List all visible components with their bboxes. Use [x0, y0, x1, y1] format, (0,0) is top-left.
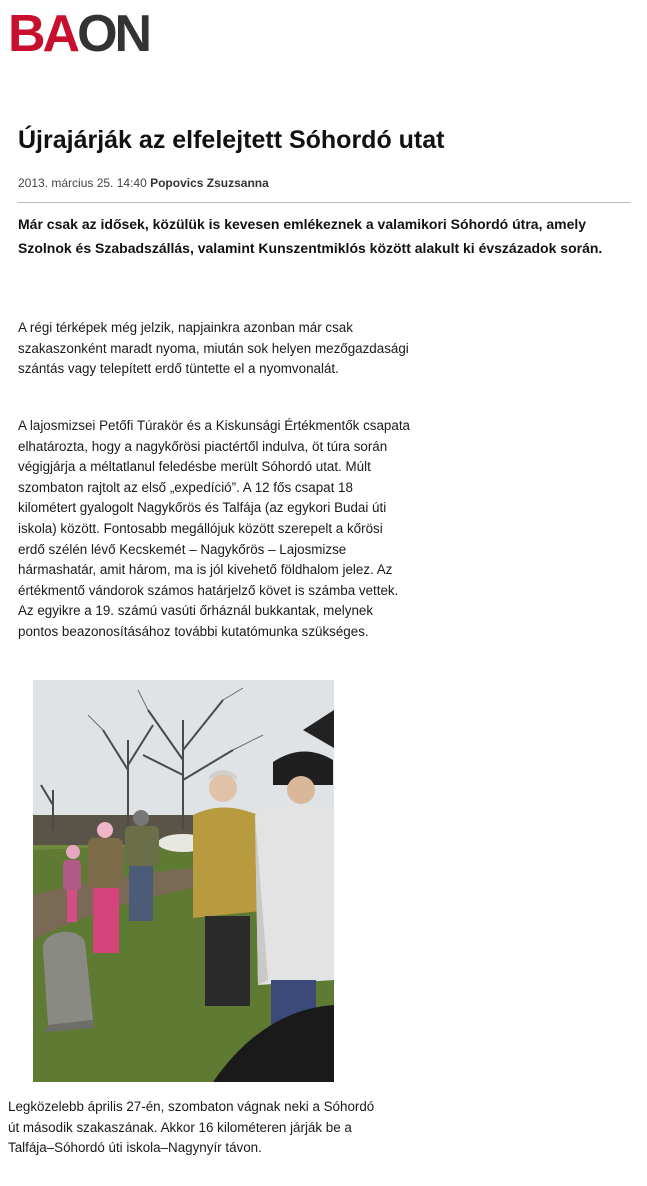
logo-part-on: ON [77, 5, 150, 63]
article-lead: Már csak az idősek, közülük is kevesen emlékeznek a valamikori Sóhordó útra, amely Szolnok és Szabadszállás, valamint Kunszentmiklós között alakult ki évszázadok során. [18, 216, 603, 256]
article-date: 2013. március 25. 14:40 [18, 176, 147, 190]
article-closing-paragraph: Legközelebb április 27-én, szombaton vágnak neki a Sóhordó út második szakaszának. Akkor 16 kilométeren járják be a Talfája–Sóhordó úti iskola–Nagynyír távon. [8, 1099, 375, 1156]
logo-part-ba: BA [8, 5, 78, 63]
article-photo [33, 680, 334, 1082]
article-meta [18, 176, 269, 190]
article-author[interactable]: Popovics Zsuzsanna [150, 176, 269, 190]
article-paragraph-2: A lajosmizsei Petőfi Túrakör és a Kiskunsági Értékmentők csapata elhatározta, hogy a nagykőrösi piactértől indulva, öt túra során végigjárja a méltatlanul feledésbe merült Sóhordó utat. Múlt szombaton rajtolt az első „expedíció”. A 12 fős csapat 18 kilométert gyalogolt Nagykőrös és Talfája (az egykori Budai úti iskola) között. Fontosabb megállójuk között szerepelt a kőrösi erdő szélén lévő Kecskemét – Nagykőrös – Lajosmizse hármashatár, amit három, ma is jól kivehető földhalom jelez. Az értékmentő vándorok számos határjelző követ is számba vettek. Az egyikre a 19. számú vasúti őrháznál bukkantak, melynek pontos beazonosításához további kutatómunka szükséges. [18, 418, 410, 639]
site-logo[interactable] [8, 6, 149, 62]
article-title: Újrajárják az elfelejtett Sóhordó utat [18, 126, 445, 154]
divider [18, 202, 630, 203]
article-paragraph-1: A régi térképek még jelzik, napjainkra azonban már csak szakaszonként maradt nyoma, miután sok helyen mezőgazdasági szántás vagy telepített erdő tüntette el a nyomvonalát. [18, 320, 409, 377]
